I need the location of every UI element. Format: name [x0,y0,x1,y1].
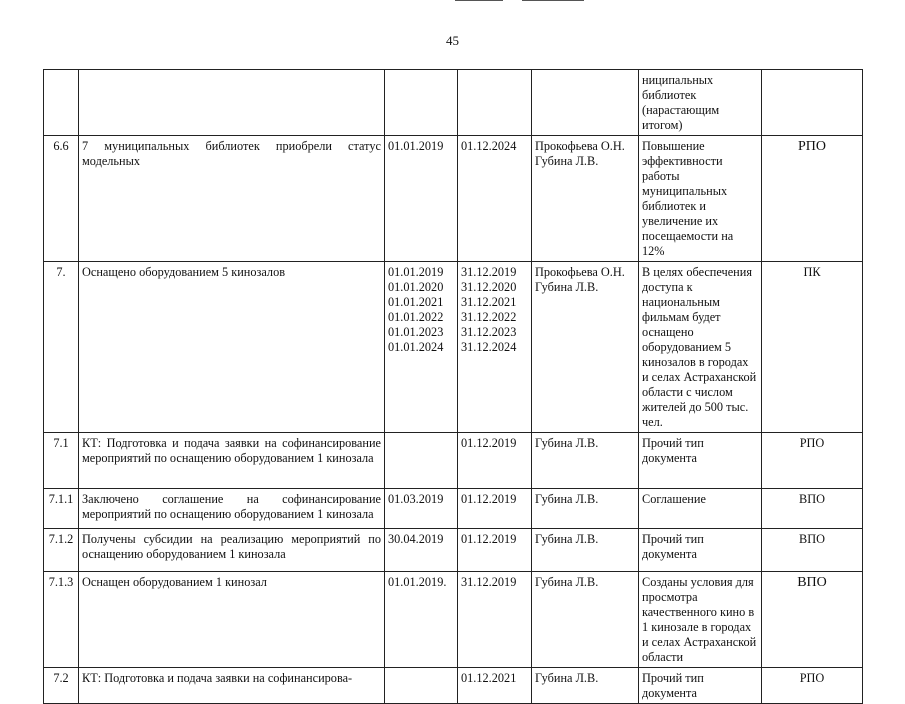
end-date [458,572,532,668]
end-date-line: 01.12.2019 [461,492,517,506]
start-date-line: 30.04.2019 [388,532,444,546]
result-description: Прочий тип документа [639,433,762,489]
responsible [532,433,639,489]
project-plan-table [43,69,863,704]
row-number: 7.1 [44,433,79,489]
row-number: 7.2 [44,668,79,704]
end-date [458,433,532,489]
responsible-line: Губина Л.В. [535,671,599,685]
row-number: 7.1.1 [44,489,79,529]
task-name [79,70,385,136]
row-number: 7.1.2 [44,529,79,572]
scan-artifact-line [455,0,503,1]
start-date [385,262,458,433]
table-row [44,262,863,433]
task-name: Заключено соглашение на софинансирование мероприятий по оснащению оборудованием 1 кинозала [79,489,385,529]
responsible-line: Губина Л.В. [535,532,599,546]
table-row [44,572,863,668]
row-number [44,70,79,136]
end-date-line: 01.12.2019 [461,532,517,546]
start-date-line: 01.01.2022 [388,310,444,324]
table-body [44,70,863,704]
start-date-line: 01.03.2019 [388,492,444,506]
end-date [458,136,532,262]
start-date [385,70,458,136]
task-name: Оснащен оборудованием 1 кинозал [79,572,385,668]
task-name: Получены субсидии на реализацию мероприятий по оснащению оборудованием 1 кинозала [79,529,385,572]
end-date-line: 31.12.2024 [461,340,517,354]
end-date [458,489,532,529]
end-date-line: 31.12.2020 [461,280,517,294]
responsible [532,489,639,529]
task-name: КТ: Подготовка и подача заявки на софинансирование мероприятий по оснащению оборудованием 1 кинозала [79,433,385,489]
result-type: РПО [762,136,863,262]
table-row [44,489,863,529]
start-date-line: 01.01.2019 [388,139,444,153]
start-date-line: 01.01.2023 [388,325,444,339]
result-type: ВПО [762,489,863,529]
row-number: 6.6 [44,136,79,262]
end-date-line: 31.12.2019 [461,265,517,279]
result-type: РПО [762,668,863,704]
start-date-line: 01.01.2024 [388,340,444,354]
result-type: РПО [762,433,863,489]
table-row [44,70,863,136]
result-description: Созданы условия для просмотра качественного кино в 1 кинозале в городах и селах Астраханской области [639,572,762,668]
start-date [385,489,458,529]
row-number: 7.1.3 [44,572,79,668]
result-type [762,70,863,136]
responsible-line: Губина Л.В. [535,492,599,506]
responsible-line: Губина Л.В. [535,436,599,450]
row-number: 7. [44,262,79,433]
end-date [458,668,532,704]
start-date-line: 01.01.2019. [388,575,447,589]
responsible [532,668,639,704]
start-date [385,572,458,668]
table-row [44,433,863,489]
start-date-line: 01.01.2021 [388,295,444,309]
responsible [532,572,639,668]
end-date [458,70,532,136]
end-date-line: 31.12.2019 [461,575,517,589]
responsible-line: Прокофьева О.Н. [535,265,625,279]
result-description: Прочий тип документа [639,668,762,704]
start-date-line: 01.01.2019 [388,265,444,279]
responsible [532,70,639,136]
result-type: ВПО [762,529,863,572]
responsible [532,529,639,572]
responsible-line: Губина Л.В. [535,280,599,294]
start-date [385,433,458,489]
task-name: Оснащено оборудованием 5 кинозалов [79,262,385,433]
end-date-line: 31.12.2021 [461,295,517,309]
start-date [385,668,458,704]
responsible-line: Губина Л.В. [535,575,599,589]
end-date-line: 31.12.2022 [461,310,517,324]
end-date [458,529,532,572]
responsible [532,262,639,433]
responsible [532,136,639,262]
result-description: Прочий тип документа [639,529,762,572]
result-description: Повышение эффективности работы муниципальных библиотек и увеличение их посещаемости на 12% [639,136,762,262]
table-row [44,136,863,262]
end-date-line: 01.12.2024 [461,139,517,153]
result-description: В целях обеспечения доступа к национальным фильмам будет оснащено оборудованием 5 кинозалов в городах и селах Астраханской области с числом жителей до 500 тыс. чел. [639,262,762,433]
responsible-line: Прокофьева О.Н. [535,139,625,153]
page-number: 45 [446,33,459,48]
end-date-line: 01.12.2019 [461,436,517,450]
start-date [385,529,458,572]
end-date-line: 31.12.2023 [461,325,517,339]
end-date [458,262,532,433]
responsible-line: Губина Л.В. [535,154,599,168]
start-date [385,136,458,262]
table-row [44,529,863,572]
task-name: 7 муниципальных библиотек приобрели статус модельных [79,136,385,262]
result-type: ВПО [762,572,863,668]
table-row [44,668,863,704]
result-description: Соглашение [639,489,762,529]
result-description: ниципальных библиотек (нарастающим итогом) [639,70,762,136]
scan-artifact-line [522,0,584,1]
task-name: КТ: Подготовка и подача заявки на софинансирова- [79,668,385,704]
start-date-line: 01.01.2020 [388,280,444,294]
end-date-line: 01.12.2021 [461,671,517,685]
result-type: ПК [762,262,863,433]
